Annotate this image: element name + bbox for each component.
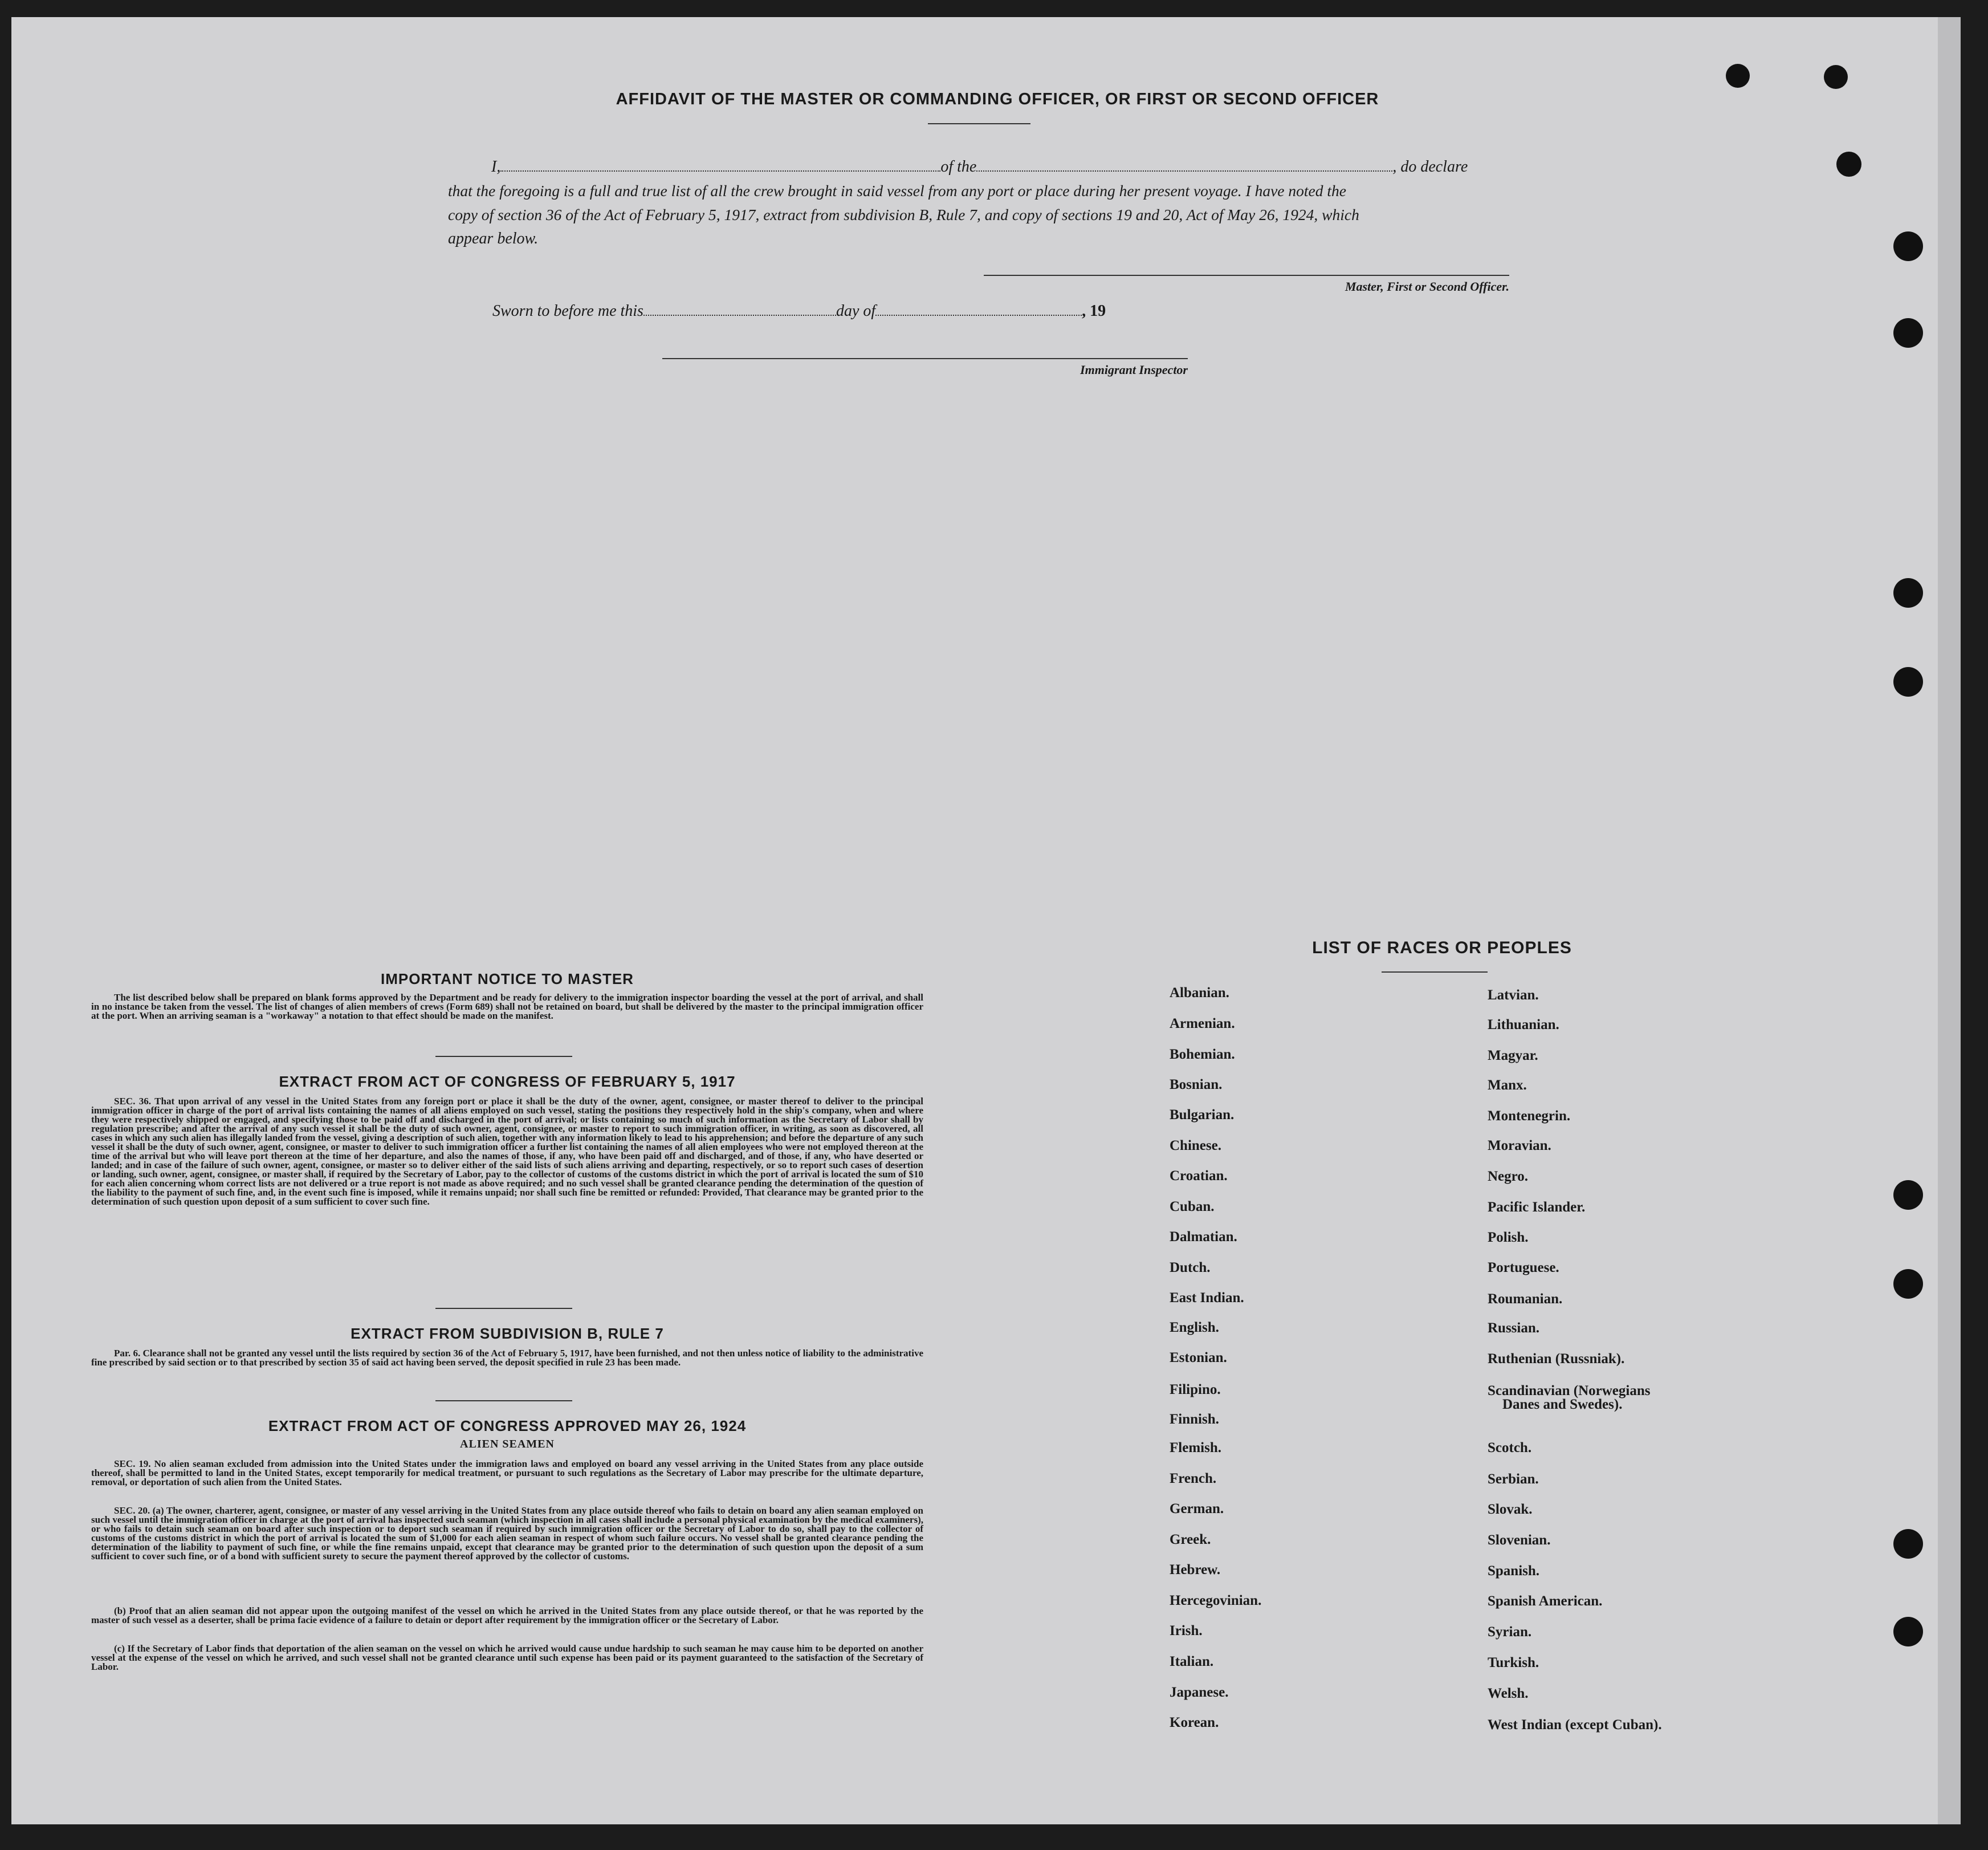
race-item: Roumanian. (1488, 1291, 1563, 1307)
act1924-sec20a: SEC. 20. (a) The owner, charterer, agent, consignee, or master of any vessel arriving in the United States from any place outside thereof who fails to detain on board any alien seaman employed on such vessel until the immigration officer in charge at the port of arrival has inspected such seaman (which inspection in all cases shall include a personal physical examination by the medical examiners), or who fails to detain such seaman on board after such inspection or to deport such seaman if required by such immigration officer or the Secretary of Labor to do so, shall pay to the collector of customs of the customs district in which the port of arrival is located the sum of $1,000 for each alien seaman in respect of whom such failure occurs. No vessel shall be granted clearance pending the determination of the liability to payment of such fine, or while the fine remains unpaid, except that clearance may be granted prior to the determination of such question upon the deposit of a sum sufficient to cover such fine, or of a bond with sufficient surety to secure the payment thereof approved by the collector of customs. (91, 1505, 923, 1562)
race-item: Scotch. (1488, 1440, 1532, 1455)
races-title: LIST OF RACES OR PEOPLES (1312, 938, 1572, 957)
race-item: Estonian. (1170, 1350, 1227, 1365)
race-item: Dutch. (1170, 1260, 1211, 1275)
affidavit-line-4: appear below. (448, 230, 539, 247)
inspector-line[interactable] (662, 358, 1188, 359)
race-item: Scandinavian (Norwegians (1488, 1383, 1651, 1398)
sheet-edge (1938, 17, 1961, 1824)
race-item: Spanish American. (1488, 1593, 1603, 1609)
act1924-sec19: SEC. 19. No alien seaman excluded from admission into the United States under the immigration laws and employed on board any vessel arriving in the United States from any place outside thereof, shall be permitted to land in the United States, except temporarily for medical treatment, or pursuant to such regulations as the Secretary of Labor may prescribe for the ultimate departure, removal, or deportation of such alien from the United States. (91, 1458, 923, 1487)
rule7-text: Par. 6. Clearance shall not be granted any vessel until the lists required by section 36 of the Act of February 5, 1917, have been furnished, and not then unless notice of liability to the administrative fine prescribed by said section or to that prescribed by section 35 of said act having been served, the deposit specified in rule 23 has been made. (91, 1348, 923, 1368)
punch-hole (1824, 65, 1848, 89)
act1924-sec20c: (c) If the Secretary of Labor finds that deportation of the alien seaman on the vessel on which he arrived would cause undue hardship to such seaman he may cause him to be deported on another vessel at the expense of the vessel on which he arrived, and such vessel shall not be granted clearance until such expense has been paid or its payment guaranteed to the satisfaction of the Secretary of Labor. (91, 1643, 923, 1672)
race-item: Hebrew. (1170, 1562, 1221, 1577)
race-item: Japanese. (1170, 1685, 1229, 1700)
race-item: Cuban. (1170, 1199, 1215, 1214)
inspector-label: Immigrant Inspector (1080, 363, 1188, 377)
punch-hole (1893, 578, 1923, 608)
affidavit-line-3: copy of section 36 of the Act of February 5, 1917, extract from subdivision B, Rule 7, and copy of sections 19 and 20, Act of May 26, 1924, which (448, 206, 1359, 223)
sworn-label: Sworn to before me this (492, 302, 643, 320)
race-item: Portuguese. (1488, 1260, 1559, 1275)
race-item: Armenian. (1170, 1016, 1235, 1031)
signature-line[interactable] (984, 275, 1509, 276)
punch-hole (1893, 318, 1923, 348)
race-item: Bosnian. (1170, 1077, 1223, 1092)
affidavit-line1-a: I, (491, 158, 501, 176)
race-item: Dalmatian. (1170, 1229, 1237, 1245)
act1917-text: SEC. 36. That upon arrival of any vessel in the United States from any foreign port or place it shall be the duty of the owner, agent, consignee, or master thereof to deliver to the principal immigration officer in charge of the port of arrival lists containing the names of all aliens employed on such vessel, stating the positions they respectively hold in the ship's company, when and where they were respectively shipped or engaged, and specifying those to be paid off and discharged in the port of arrival; or lists containing so much of such information as the Secretary of Labor shall by regulation prescribe; and after the arrival of any such vessel it shall be the duty of such owner, agent, consignee, or master to report to such immigration officer, in writing, as soon as discovered, all cases in which any such alien has illegally landed from the vessel, giving a description of such alien, together with any information likely to lead to his apprehension; and before the departure of any such vessel it shall be the duty of such owner, agent, consignee, or master to deliver to such immigration officer a further list containing the names of all alien employees who were not employed thereon at the time of the arrival but who will leave port thereon at the time of her departure, and also the names of those, if any, who have been paid off and discharged, and of those, if any, who have deserted or landed; and in case of the failure of such owner, agent, consignee, or master so to deliver either of the said lists of such aliens arriving and departing, respectively, or so to report such cases of desertion or landing, such owner, agent, consignee, or master shall, if required by the Secretary of Labor, pay to the collector of customs of the customs district in which the port of arrival is located the sum of $10 for each alien concerning whom correct lists are not delivered or a true report is not made as above required; and no such vessel shall be granted clearance pending the determination of the question of the liability to the payment of such fine, and, in the event such fine is imposed, while it remains unpaid; nor shall such fine be remitted or refunded: Provided, That clearance may be granted prior to the determination of such question upon deposit of a sum sufficient to cover such fine. (91, 1096, 923, 1207)
sworn-month-blank[interactable] (875, 303, 1082, 316)
race-item: East Indian. (1170, 1290, 1244, 1306)
divider (435, 1056, 572, 1057)
notice-text: The list described below shall be prepared on blank forms approved by the Department and be ready for delivery to the immigration inspector boarding the vessel at the port of arrival, and shall in no instance be taken from the vessel. The list of changes of alien members of crews (Form 689) shall not be retained on board, but shall be delivered by the master to the principal immigration officer at the port. When an arriving seaman is a "workaway" a notation to that effect should be made on the manifest. (91, 992, 923, 1021)
race-item: Moravian. (1488, 1138, 1551, 1153)
sworn-year-label: , 19 (1082, 302, 1106, 320)
race-item: Filipino. (1170, 1382, 1221, 1397)
act1924-sec20b: (b) Proof that an alien seaman did not appear upon the outgoing manifest of the vessel on which he arrived in the United States from any place outside thereof, or that he was reported by the master of such vessel as a deserter, shall be prima facie evidence of a failure to detain or deport after requirement by the immigration officer or the Secretary of Labor. (91, 1605, 923, 1625)
act1924-subtitle: ALIEN SEAMEN (460, 1438, 555, 1450)
race-item: Montenegrin. (1488, 1108, 1571, 1124)
race-item: Greek. (1170, 1532, 1211, 1547)
race-item: Chinese. (1170, 1138, 1221, 1153)
punch-hole (1893, 1529, 1923, 1559)
race-item: Serbian. (1488, 1471, 1539, 1487)
race-item: Slovak. (1488, 1502, 1533, 1517)
act1917-title: EXTRACT FROM ACT OF CONGRESS OF FEBRUARY 5, 1917 (279, 1073, 736, 1090)
affidavit-line-2: that the foregoing is a full and true list of all the crew brought in said vessel from any port or place during her present voyage. I have noted the (448, 182, 1346, 200)
notice-title: IMPORTANT NOTICE TO MASTER (381, 970, 634, 987)
race-item: Bohemian. (1170, 1047, 1235, 1062)
race-item: Polish. (1488, 1230, 1529, 1245)
punch-hole (1893, 1180, 1923, 1210)
punch-hole (1893, 231, 1923, 261)
race-item: Spanish. (1488, 1563, 1540, 1579)
race-item: German. (1170, 1501, 1224, 1516)
sworn-month-label: day of (836, 302, 876, 320)
race-item: Syrian. (1488, 1624, 1532, 1640)
race-item: Ruthenian (Russniak). (1488, 1351, 1625, 1367)
rule7-title: EXTRACT FROM SUBDIVISION B, RULE 7 (351, 1325, 664, 1342)
race-item: Albanian. (1170, 985, 1229, 1001)
race-item: Flemish. (1170, 1440, 1221, 1455)
race-item: Negro. (1488, 1169, 1529, 1184)
divider (1382, 971, 1488, 973)
race-item: Latvian. (1488, 987, 1539, 1003)
sworn-day-blank[interactable] (643, 303, 836, 316)
race-item: Irish. (1170, 1623, 1203, 1638)
affidavit-line1-c: , do declare (1392, 158, 1468, 176)
race-item: Croatian. (1170, 1168, 1228, 1184)
act1924-title: EXTRACT FROM ACT OF CONGRESS APPROVED MAY 26, 1924 (268, 1417, 747, 1434)
punch-hole (1893, 1617, 1923, 1646)
punch-hole (1836, 152, 1861, 177)
vessel-blank[interactable] (976, 159, 1392, 172)
race-item: French. (1170, 1471, 1217, 1486)
race-item: Magyar. (1488, 1048, 1538, 1063)
race-item: Hercegovinian. (1170, 1593, 1262, 1608)
affidavit-title: AFFIDAVIT OF THE MASTER OR COMMANDING OFFICER, OR FIRST OR SECOND OFFICER (616, 90, 1379, 108)
punch-hole (1893, 667, 1923, 697)
affidavit-line1-b: of the (940, 158, 977, 176)
race-item: Pacific Islander. (1488, 1200, 1586, 1215)
name-blank[interactable] (500, 159, 940, 172)
race-item: Slovenian. (1488, 1532, 1551, 1548)
race-item: Danes and Swedes). (1502, 1397, 1623, 1412)
race-item: Russian. (1488, 1320, 1540, 1336)
race-item: Bulgarian. (1170, 1107, 1235, 1123)
race-item: West Indian (except Cuban). (1488, 1717, 1662, 1733)
race-item: Korean. (1170, 1715, 1219, 1730)
race-item: Finnish. (1170, 1412, 1219, 1427)
divider (435, 1400, 572, 1401)
race-item: Italian. (1170, 1654, 1214, 1669)
race-item: Lithuanian. (1488, 1017, 1559, 1032)
sworn-line (492, 302, 1106, 320)
punch-hole (1893, 1269, 1923, 1299)
race-item: Turkish. (1488, 1655, 1539, 1670)
punch-hole (1726, 64, 1750, 88)
race-item: Manx. (1488, 1078, 1527, 1093)
signature-label: Master, First or Second Officer. (1345, 279, 1509, 294)
race-item: English. (1170, 1320, 1219, 1335)
divider (435, 1308, 572, 1309)
divider (928, 123, 1030, 124)
affidavit-body (448, 155, 1514, 251)
race-item: Welsh. (1488, 1686, 1529, 1701)
affidavit-line-1 (448, 155, 1514, 179)
